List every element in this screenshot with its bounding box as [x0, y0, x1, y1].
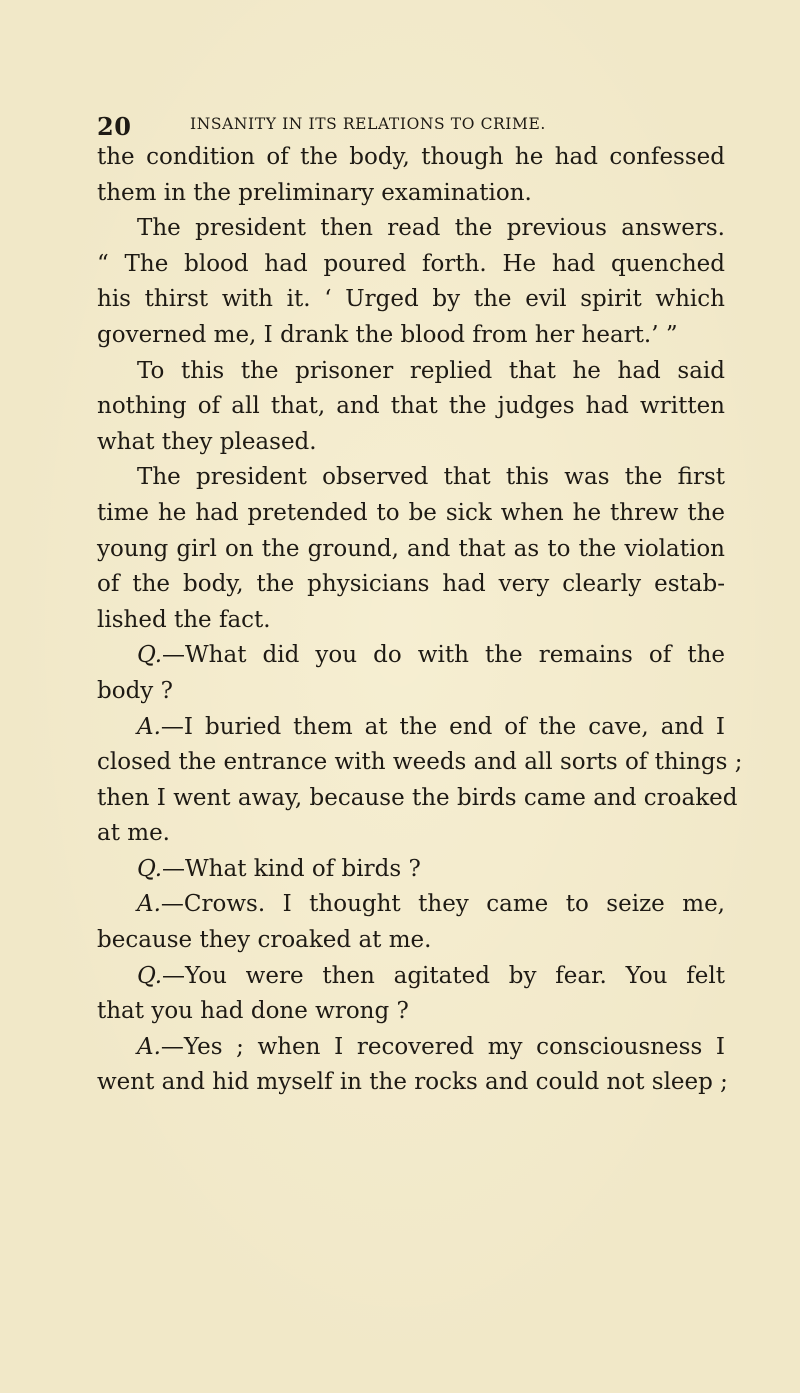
qa-label: A.: [137, 713, 161, 740]
text-line: [97, 887, 725, 923]
text-line: [97, 959, 725, 995]
text-line: [97, 176, 725, 212]
qa-label: Q.: [137, 962, 163, 989]
text-line: [97, 247, 725, 283]
line-text: —Crows. I thought they came to seize me,: [160, 891, 725, 918]
text-line: [97, 140, 725, 176]
line-text: what they pleased.: [97, 428, 317, 455]
line-text: “ The blood had poured forth. He had quenched: [97, 250, 725, 277]
qa-label: Q.: [137, 855, 163, 882]
text-line: [97, 425, 725, 461]
text-line: [97, 923, 725, 959]
line-text: the condition of the body, though he had confessed: [97, 144, 725, 170]
running-title: INSANITY IN ITS RELATIONS TO CRIME.: [190, 115, 546, 133]
text-line: [97, 532, 725, 568]
page-number: 20: [97, 112, 132, 141]
text-line: [97, 354, 725, 390]
line-text: because they croaked at me.: [97, 927, 432, 954]
line-text: The president then read the previous answers.: [137, 215, 725, 242]
text-line: [97, 638, 725, 674]
line-text: his thirst with it. ‘ Urged by the evil spirit which: [97, 286, 725, 313]
line-text: —What kind of birds ?: [162, 855, 421, 882]
text-line: [97, 460, 725, 496]
line-text: then I went away, because the birds came and croaked: [97, 784, 738, 811]
line-text: lished the fact.: [97, 606, 271, 633]
text-line: [97, 211, 725, 247]
line-text: governed me, I drank the blood from her heart.’ ”: [97, 321, 678, 348]
text-line: [97, 282, 725, 318]
line-text: closed the entrance with weeds and all sorts of things ;: [97, 749, 743, 776]
line-text: went and hid myself in the rocks and could not sleep ;: [97, 1069, 728, 1096]
line-text: young girl on the ground, and that as to the violation: [97, 535, 725, 562]
qa-label: Q.: [137, 642, 163, 669]
line-text: To this the prisoner replied that he had said: [137, 357, 725, 384]
text-line: [97, 496, 725, 532]
text-line: [97, 318, 725, 354]
line-text: that you had done wrong ?: [97, 998, 409, 1025]
text-line: [97, 781, 738, 817]
text-line: [97, 710, 725, 746]
qa-label: A.: [137, 891, 161, 918]
text-line: [97, 994, 725, 1030]
text-line: [97, 603, 725, 639]
text-line: [97, 745, 743, 781]
text-line: [97, 1065, 728, 1101]
text-line: [97, 389, 725, 425]
line-text: —I buried them at the end of the cave, and I: [160, 713, 725, 740]
line-text: them in the preliminary examination.: [97, 179, 532, 206]
text-line: [97, 852, 725, 888]
line-text: nothing of all that, and that the judges had written: [97, 393, 725, 420]
line-text: of the body, the physicians had very clearly estab-: [97, 571, 725, 598]
text-line: [97, 816, 725, 852]
page-header: [97, 100, 725, 140]
text-line: [97, 567, 725, 603]
line-text: time he had pretended to be sick when he threw the: [97, 499, 725, 526]
qa-label: A.: [137, 1033, 161, 1060]
line-text: —You were then agitated by fear. You felt: [162, 962, 725, 989]
line-text: —Yes ; when I recovered my consciousness I: [160, 1033, 725, 1060]
body-text: [97, 140, 743, 1101]
line-text: at me.: [97, 820, 170, 847]
line-text: —What did you do with the remains of the: [162, 642, 725, 669]
text-line: [97, 1030, 725, 1066]
line-text: The president observed that this was the first: [137, 464, 725, 491]
line-text: body ?: [97, 677, 173, 704]
text-line: [97, 674, 725, 710]
